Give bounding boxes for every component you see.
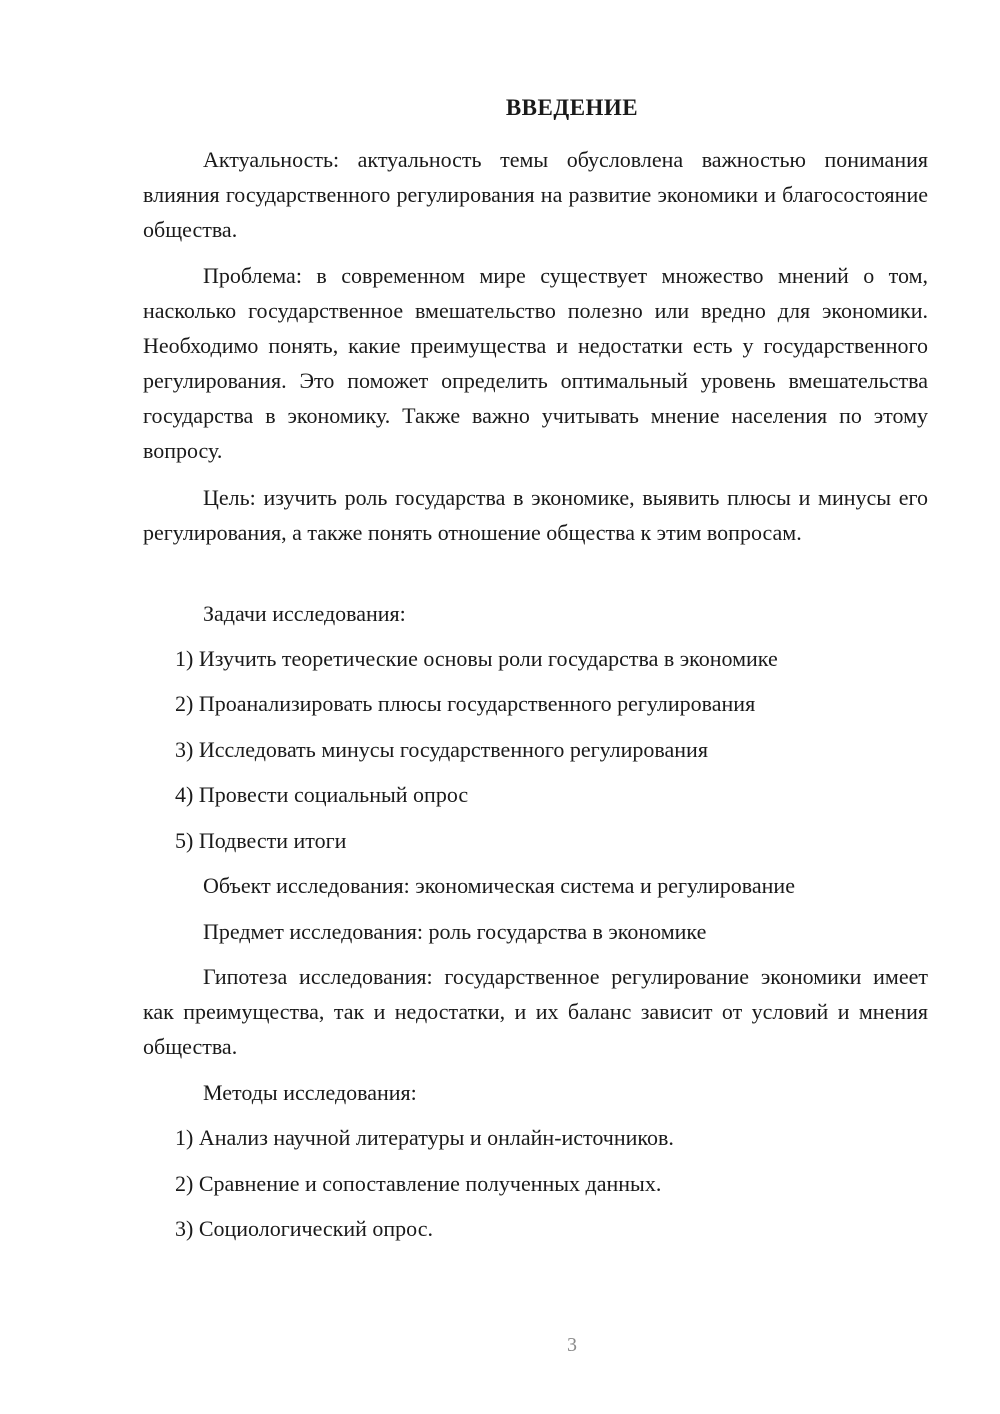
problem-paragraph: Проблема: в современном мире существует множество мнений о том, насколько государственное вмешательство полезно или вредно для экономики. Необходимо понять, какие преимущества и недостатки есть у государственного регулирования. Это поможет определить оптимальный уровень вмешательства государства в экономику. Также важно учитывать мнение населения по этому вопросу. bbox=[143, 263, 928, 463]
method-item: 1) Анализ научной литературы и онлайн-источников. bbox=[175, 1125, 674, 1150]
methods-heading: Методы исследования: bbox=[203, 1080, 417, 1105]
goal-paragraph: Цель: изучить роль государства в экономике, выявить плюсы и минусы его регулирования, а также понять отношение общества к этим вопросам. bbox=[143, 485, 928, 545]
page-number: 3 bbox=[567, 1334, 577, 1356]
research-object: Объект исследования: экономическая система и регулирование bbox=[203, 873, 795, 898]
method-item: 2) Сравнение и сопоставление полученных данных. bbox=[175, 1171, 662, 1196]
hypothesis-paragraph: Гипотеза исследования: государственное регулирование экономики имеет как преимущества, так и недостатки, и их баланс зависит от условий и мнения общества. bbox=[143, 964, 928, 1059]
task-item: 3) Исследовать минусы государственного регулирования bbox=[175, 737, 708, 762]
relevance-paragraph: Актуальность: актуальность темы обусловлена важностью понимания влияния государственного регулирования на развитие экономики и благосостояние общества. bbox=[143, 147, 928, 242]
task-item: 4) Провести социальный опрос bbox=[175, 782, 469, 807]
page-title: ВВЕДЕНИЕ bbox=[505, 95, 639, 120]
tasks-heading: Задачи исследования: bbox=[203, 601, 406, 626]
method-item: 3) Социологический опрос. bbox=[175, 1216, 433, 1241]
research-subject: Предмет исследования: роль государства в экономике bbox=[203, 919, 707, 944]
task-item: 2) Проанализировать плюсы государственного регулирования bbox=[175, 691, 756, 716]
task-item: 5) Подвести итоги bbox=[175, 828, 347, 853]
task-item: 1) Изучить теоретические основы роли государства в экономике bbox=[175, 646, 778, 671]
